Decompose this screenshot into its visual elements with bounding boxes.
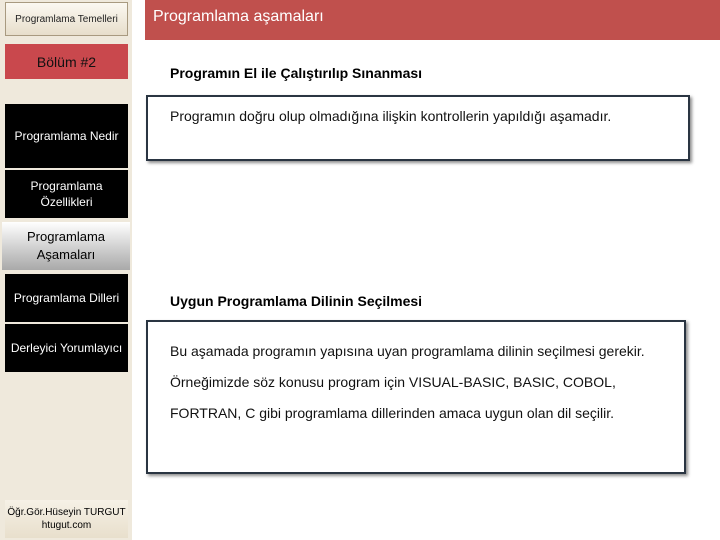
section1-text: Programın doğru olup olmadığına ilişkin kontrollerin yapıldığı aşamadır. xyxy=(170,108,612,124)
course-title: Programlama Temelleri xyxy=(5,2,128,36)
chapter-label: Bölüm #2 xyxy=(5,44,128,79)
nav-item-programlama-ozellikleri[interactable]: Programlama Özellikleri xyxy=(5,170,128,218)
slide-title: Programlama aşamaları xyxy=(153,8,324,25)
nav-item-programlama-dilleri[interactable]: Programlama Dilleri xyxy=(5,274,128,322)
section1-box xyxy=(146,95,690,161)
nav-item-programlama-nedir[interactable]: Programlama Nedir xyxy=(5,104,128,168)
section2-box xyxy=(146,320,686,474)
section2-text: Bu aşamada programın yapısına uyan programlama dilinin seçilmesi gerekir. Örneğimizde söz konusu program için VISUAL-BASIC, BASIC, COBOL, FORTRAN, C gibi programlama dillerinden amaca uygun olan dil seçilir. xyxy=(170,343,645,421)
author-credit: Öğr.Gör.Hüseyin TURGUT htugut.com xyxy=(5,500,128,538)
sidebar xyxy=(0,0,132,540)
section2-heading: Uygun Programlama Dilinin Seçilmesi xyxy=(170,293,423,309)
nav-item-programlama-asamalari[interactable]: Programlama Aşamaları xyxy=(2,222,130,270)
nav-item-derleyici-yorumlayici[interactable]: Derleyici Yorumlayıcı xyxy=(5,324,128,372)
slide-header xyxy=(145,0,720,40)
section1-heading: Programın El ile Çalıştırılıp Sınanması xyxy=(170,65,423,81)
